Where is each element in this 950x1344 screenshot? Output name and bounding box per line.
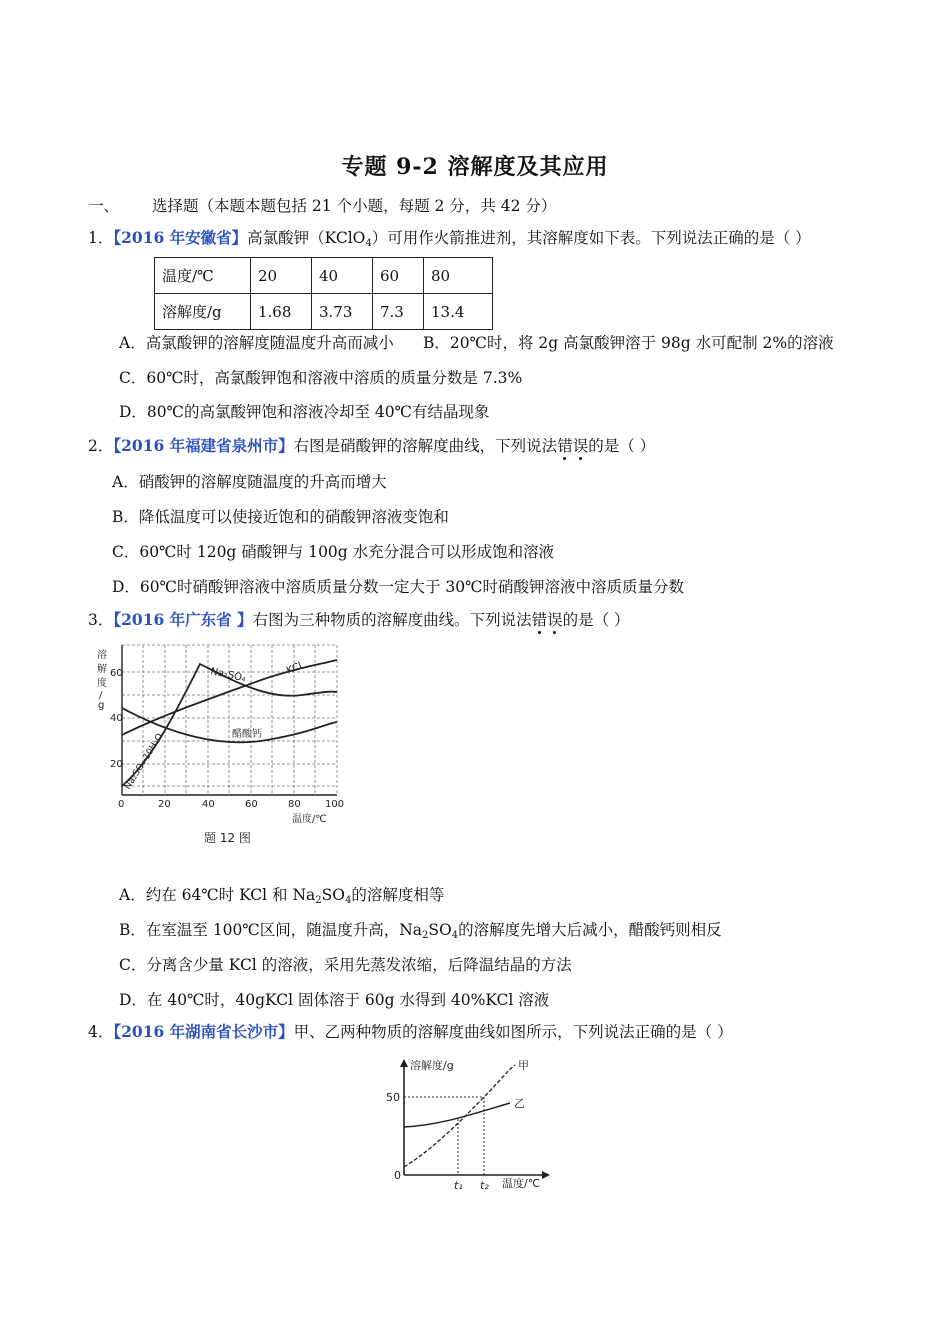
table-row [155,294,493,330]
question-number: 3． [88,611,114,629]
emphasis-char: 错 [557,437,573,455]
y-axis-label-char: g [98,700,105,711]
jia-curve [404,1065,515,1167]
y-axis-label-char: 解 [97,664,107,675]
question-source: 【2016 年福建省泉州市】 [113,436,294,455]
section-heading: 选择题（本题本题包括 21 个小题，每题 2 分，共 42 分） [152,197,557,215]
question-source: 【2016 年广东省 】 [113,610,253,629]
kcl-label: KCl [285,660,304,677]
x-tick-label: 20 [158,799,171,810]
figure-caption: 题 12 图 [204,831,251,845]
x-axis-label: 温度/℃ [502,1177,541,1190]
question-1-option-c: C．60℃时，高氯酸钾饱和溶液中溶质的质量分数是 7.3% [119,369,523,387]
y-tick-label: 20 [110,759,123,770]
table-cell: 溶解度/g [155,294,251,330]
t2-label: t₂ [480,1179,489,1192]
x-tick-label: 40 [202,799,215,810]
question-number: 2． [88,437,114,455]
y-axis-label: 溶解度/g [410,1059,454,1072]
y-tick-label: 50 [386,1091,400,1104]
question-1-stem: 1．【2016 年安徽省】高氯酸钾（KClO$_4$）可用作火箭推进剂，其溶解度如下表。下列说法正确的是（ ） [88,228,811,249]
table-cell: 20 [251,258,312,294]
emphasis-char: 误 [547,611,563,629]
x-tick-label: 80 [288,799,301,810]
y-tick-label: 60 [110,668,123,679]
x-axis-label: 温度/℃ [292,814,327,825]
jia-label: 甲 [518,1059,529,1072]
y-axis-label-char: / [99,690,103,701]
question-1-option-b: B．20℃时，将 2g 高氯酸钾溶于 98g 水可配制 2%的溶液 [423,334,834,352]
x-axis-arrow [542,1171,550,1179]
table-cell: 40 [312,258,373,294]
question-3-option-c: C．分离含少量 KCl 的溶液，采用先蒸发浓缩，后降温结晶的方法 [119,956,572,974]
table-cell: 温度/℃ [155,258,251,294]
table-cell: 1.68 [251,294,312,330]
question-source: 【2016 年湖南省长沙市】 [113,1022,294,1041]
question-number: 4． [88,1023,114,1041]
yi-label: 乙 [514,1097,525,1110]
hydrate-label: Na₂SO₄·10H₂O [123,731,166,792]
origin-label: 0 [394,1169,401,1182]
question-2-option-d: D．60℃时硝酸钾溶液中溶质质量分数一定大于 30℃时硝酸钾溶液中溶质质量分数 [112,578,684,596]
y-axis-label-char: 溶 [97,650,107,661]
y-tick-label: 40 [110,713,123,724]
table-cell: 3.73 [312,294,373,330]
table-cell: 60 [373,258,424,294]
question-2-option-a: A．硝酸钾的溶解度随温度的升高而增大 [112,473,387,491]
x-tick-label: 100 [325,799,345,810]
t1-label: t₁ [454,1179,463,1192]
question-number: 1． [88,229,114,247]
table-cell: 7.3 [373,294,424,330]
question-4-stem: 4．【2016 年湖南省长沙市】甲、乙两种物质的溶解度曲线如图所示，下列说法正确的是（ ） [88,1022,733,1041]
na2so4-curve [122,664,337,786]
table-cell: 13.4 [424,294,493,330]
question-1-option-a: A．高氯酸钾的溶解度随温度升高而减小 [119,334,394,352]
question-2-option-c: C．60℃时 120g 硝酸钾与 100g 水充分混合可以形成饱和溶液 [112,543,555,561]
solubility-table [154,257,493,330]
question-3-option-a: A．约在 64℃时 KCl 和 $Na_2SO_4$的溶解度相等 [119,886,445,906]
section-number: 一、 [88,197,120,215]
question-source: 【2016 年安徽省】 [113,228,248,247]
solubility-curve-figure-q3 [92,640,352,855]
question-3-option-b: B．在室温至 100℃区间，随温度升高，$Na_2SO_4$的溶解度先增大后减小，醋酸钙则相反 [119,921,722,941]
emphasis-char: 误 [572,437,589,455]
x-tick-label: 60 [245,799,258,810]
question-1-option-d: D．80℃的高氯酸钾饱和溶液冷却至 40℃有结晶现象 [119,403,490,421]
table-cell: 80 [424,258,493,294]
y-axis-label-char: 度 [97,678,107,689]
x-tick-label: 0 [118,799,125,810]
question-2-stem: 2．【2016 年福建省泉州市】右图是硝酸钾的溶解度曲线，下列说法错误的是（ ） [88,436,656,455]
page-title: 专题 9-2 溶解度及其应用 [341,154,609,180]
question-2-option-b: B．降低温度可以使接近饱和的硝酸钾溶液变饱和 [112,508,449,526]
emphasis-char: 错 [531,611,548,629]
table-row [155,258,493,294]
y-axis-arrow [400,1059,408,1067]
question-3-stem: 3．【2016 年广东省 】右图为三种物质的溶解度曲线。下列说法错误的是（ ） [88,610,630,629]
na2so4-label: Na₂SO₄ [209,666,247,685]
calcium-acetate-label: 醋酸钙 [232,729,262,740]
question-3-option-d: D．在 40℃时，40gKCl 固体溶于 60g 水得到 40%KCl 溶液 [119,991,550,1009]
solubility-curve-figure-q4 [380,1055,570,1195]
